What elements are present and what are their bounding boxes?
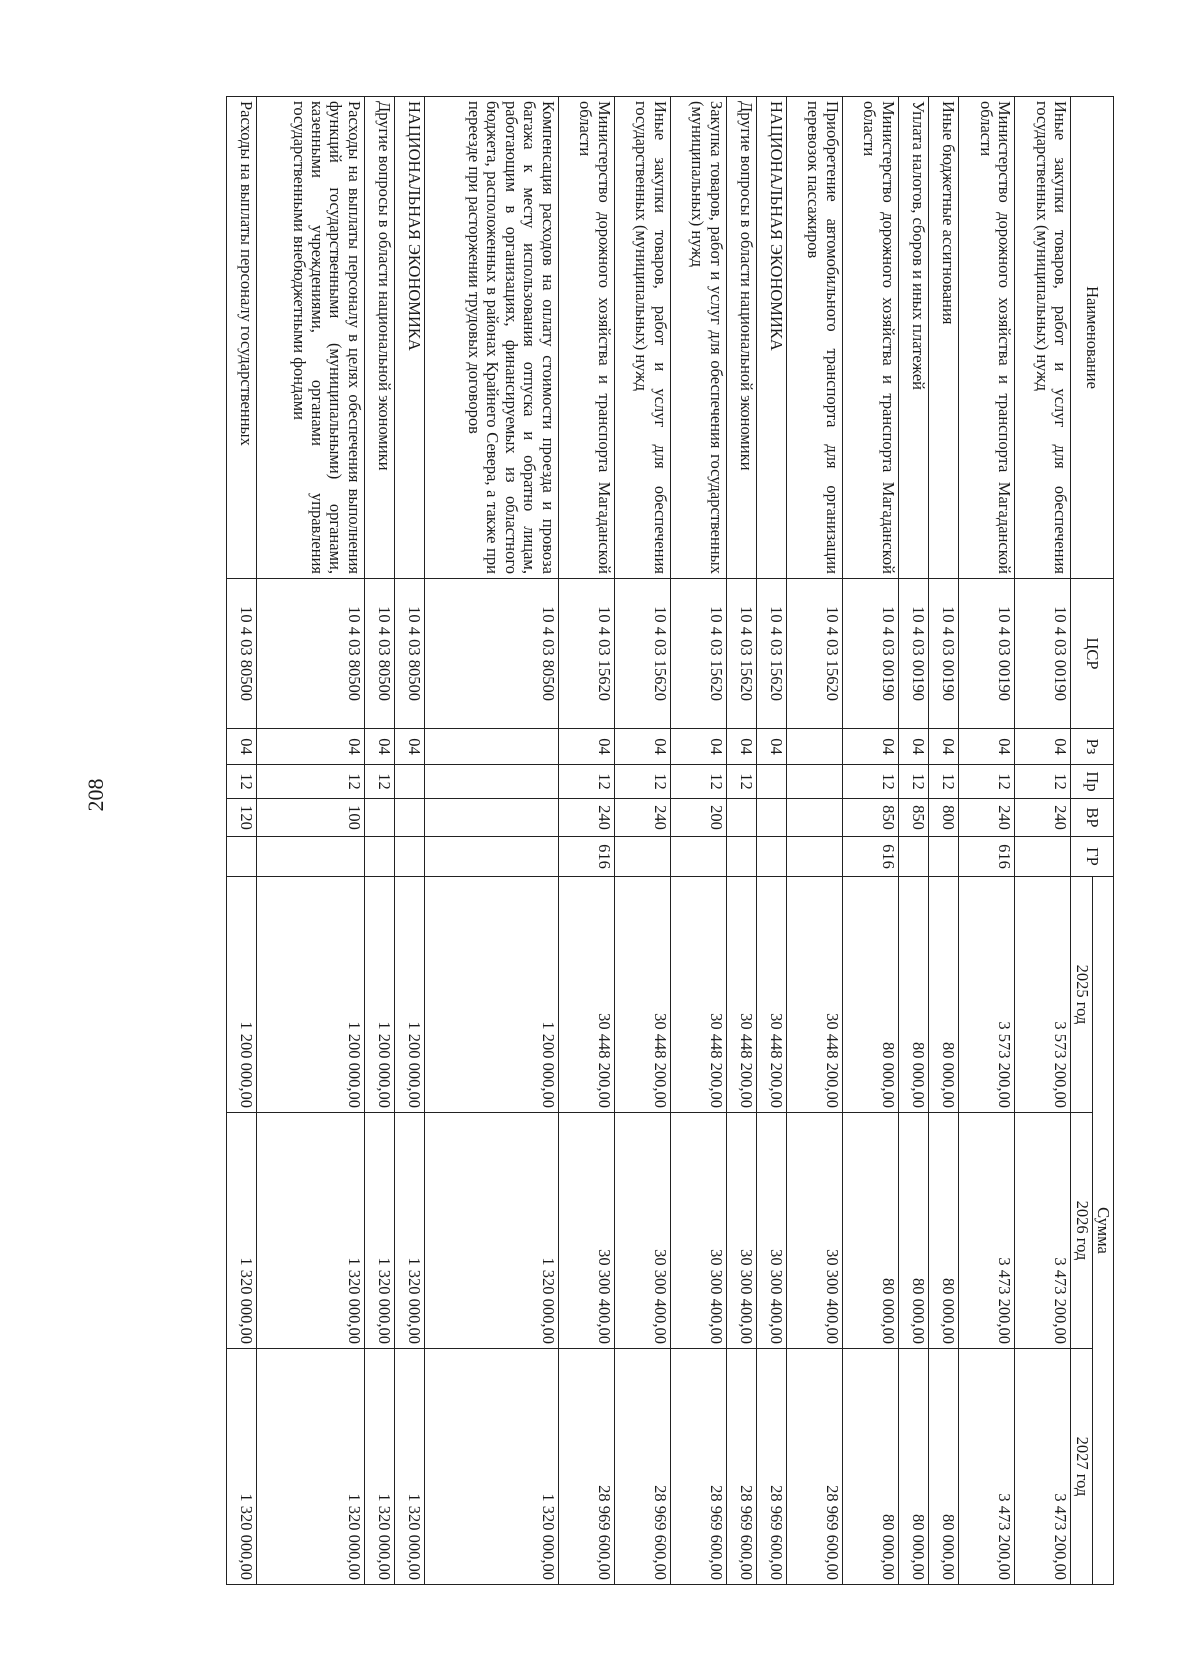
cell-2025: 3 573 200,00 [959,877,1015,1113]
cell-rz: 04 [257,729,365,765]
cell-name: Компенсация расходов на оплату стоимости проезда и провоза багажа к месту использования отпуска и обратно лицам, работающим в организациях, финансируемых из областного бюджета, расположенных в районах Крайнего Севера, а также при переезде при расторжении трудовых договоров [425,97,559,579]
cell-gr: 616 [959,837,1015,877]
cell-2025: 30 448 200,00 [670,877,726,1113]
cell-name: Приобретение автомобильного транспорта для организации перевозок пассажиров [786,97,842,579]
header-pr: Пр [1071,765,1114,799]
cell-2025: 80 000,00 [898,877,928,1113]
cell-gr [898,837,928,877]
cell-rz: 04 [1015,729,1071,765]
cell-2025: 3 573 200,00 [1015,877,1071,1113]
cell-vr: 850 [842,799,898,837]
cell-name: Расходы на выплаты персоналу государственных [227,97,257,579]
cell-rz: 04 [670,729,726,765]
cell-rz: 04 [929,729,959,765]
cell-pr: 12 [227,765,257,799]
cell-vr [726,799,756,837]
cell-2027: 80 000,00 [929,1349,959,1585]
cell-2027: 3 473 200,00 [959,1349,1015,1585]
table-row [395,97,425,1585]
cell-pr: 12 [898,765,928,799]
table-row [558,97,614,1585]
header-csr: ЦСР [1071,579,1114,729]
cell-2026: 1 320 000,00 [395,1113,425,1349]
table-row [726,97,756,1585]
cell-pr: 12 [1015,765,1071,799]
cell-2026: 30 300 400,00 [670,1113,726,1349]
cell-2026: 3 473 200,00 [1015,1113,1071,1349]
cell-pr: 12 [726,765,756,799]
cell-gr [364,837,394,877]
cell-name: НАЦИОНАЛЬНАЯ ЭКОНОМИКА [395,97,425,579]
cell-csr: 10 4 03 15620 [756,579,786,729]
cell-pr [425,765,559,799]
cell-vr: 800 [929,799,959,837]
cell-2026: 30 300 400,00 [614,1113,670,1349]
cell-pr: 12 [257,765,365,799]
cell-2027: 3 473 200,00 [1015,1349,1071,1585]
cell-2027: 1 320 000,00 [227,1349,257,1585]
cell-csr: 10 4 03 80500 [227,579,257,729]
cell-name: Министерство дорожного хозяйства и транспорта Магаданской области [842,97,898,579]
header-year-2027: 2027 год [1071,1349,1092,1585]
cell-2026: 1 320 000,00 [425,1113,559,1349]
table-row [364,97,394,1585]
cell-2027: 1 320 000,00 [395,1349,425,1585]
header-rz: Рз [1071,729,1114,765]
cell-2027: 1 320 000,00 [425,1349,559,1585]
cell-rz: 04 [395,729,425,765]
header-name: Наименование [1071,97,1114,579]
cell-gr [670,837,726,877]
cell-pr: 12 [558,765,614,799]
table-row [614,97,670,1585]
cell-gr [756,837,786,877]
cell-csr: 10 4 03 00190 [898,579,928,729]
cell-vr: 240 [614,799,670,837]
cell-rz: 04 [842,729,898,765]
cell-2027: 28 969 600,00 [756,1349,786,1585]
cell-csr: 10 4 03 15620 [614,579,670,729]
cell-name: Иные бюджетные ассигнования [929,97,959,579]
table-row [959,97,1015,1585]
cell-vr [364,799,394,837]
cell-2027: 80 000,00 [842,1349,898,1585]
cell-rz: 04 [726,729,756,765]
cell-name: Уплата налогов, сборов и иных платежей [898,97,928,579]
header-vr: ВР [1071,799,1114,837]
cell-name: Министерство дорожного хозяйства и транспорта Магаданской области [959,97,1015,579]
cell-csr: 10 4 03 80500 [364,579,394,729]
table-row [929,97,959,1585]
cell-rz: 04 [959,729,1015,765]
table-body [227,97,1071,1585]
table-row [257,97,365,1585]
cell-vr: 100 [257,799,365,837]
rotated-page-content [226,96,1114,1584]
cell-vr [756,799,786,837]
cell-vr: 120 [227,799,257,837]
cell-rz: 04 [614,729,670,765]
cell-2025: 30 448 200,00 [756,877,786,1113]
cell-2025: 1 200 000,00 [425,877,559,1113]
cell-2026: 30 300 400,00 [726,1113,756,1349]
cell-gr [929,837,959,877]
cell-csr: 10 4 03 00190 [959,579,1015,729]
cell-vr: 850 [898,799,928,837]
cell-2027: 80 000,00 [898,1349,928,1585]
cell-name: Иные закупки товаров, работ и услуг для обеспечения государственных (муниципальных) нужд [1015,97,1071,579]
cell-pr [756,765,786,799]
cell-pr: 12 [614,765,670,799]
table-row [670,97,726,1585]
cell-2026: 30 300 400,00 [756,1113,786,1349]
cell-csr: 10 4 03 15620 [786,579,842,729]
cell-vr: 240 [959,799,1015,837]
table-row [842,97,898,1585]
cell-2025: 1 200 000,00 [364,877,394,1113]
cell-gr [726,837,756,877]
cell-2027: 28 969 600,00 [670,1349,726,1585]
cell-name: Другие вопросы в области национальной экономики [726,97,756,579]
cell-pr: 12 [842,765,898,799]
cell-gr [425,837,559,877]
header-sum: Сумма [1092,877,1113,1585]
cell-rz: 04 [364,729,394,765]
table-row [898,97,928,1585]
cell-csr: 10 4 03 80500 [257,579,365,729]
cell-2025: 30 448 200,00 [558,877,614,1113]
cell-2025: 30 448 200,00 [614,877,670,1113]
cell-2027: 28 969 600,00 [558,1349,614,1585]
cell-2026: 80 000,00 [898,1113,928,1349]
cell-2027: 1 320 000,00 [364,1349,394,1585]
cell-2026: 80 000,00 [842,1113,898,1349]
cell-2025: 80 000,00 [842,877,898,1113]
cell-2025: 30 448 200,00 [786,877,842,1113]
cell-pr [395,765,425,799]
cell-pr: 12 [670,765,726,799]
cell-name: НАЦИОНАЛЬНАЯ ЭКОНОМИКА [756,97,786,579]
table-row [786,97,842,1585]
budget-table [226,96,1114,1585]
cell-2027: 28 969 600,00 [726,1349,756,1585]
cell-2025: 30 448 200,00 [726,877,756,1113]
cell-rz: 04 [227,729,257,765]
cell-gr [614,837,670,877]
cell-rz [786,729,842,765]
cell-2025: 1 200 000,00 [257,877,365,1113]
cell-gr [257,837,365,877]
cell-vr [425,799,559,837]
cell-pr: 12 [959,765,1015,799]
cell-pr [786,765,842,799]
cell-csr: 10 4 03 00190 [1015,579,1071,729]
table-row [756,97,786,1585]
cell-rz: 04 [898,729,928,765]
table-row [227,97,257,1585]
cell-2026: 30 300 400,00 [558,1113,614,1349]
cell-csr: 10 4 03 15620 [670,579,726,729]
cell-rz: 04 [558,729,614,765]
cell-csr: 10 4 03 15620 [726,579,756,729]
cell-vr: 240 [1015,799,1071,837]
cell-vr: 200 [670,799,726,837]
cell-gr: 616 [558,837,614,877]
table-row [1015,97,1071,1585]
cell-2026: 1 320 000,00 [257,1113,365,1349]
cell-name: Закупка товаров, работ и услуг для обеспечения государственных (муниципальных) нужд [670,97,726,579]
cell-2026: 30 300 400,00 [786,1113,842,1349]
cell-csr: 10 4 03 00190 [929,579,959,729]
header-year-2025: 2025 год [1071,877,1092,1113]
cell-name: Другие вопросы в области национальной экономики [364,97,394,579]
cell-gr [227,837,257,877]
cell-vr [786,799,842,837]
cell-vr: 240 [558,799,614,837]
cell-2026: 1 320 000,00 [364,1113,394,1349]
cell-name: Иные закупки товаров, работ и услуг для обеспечения государственных (муниципальных) нужд [614,97,670,579]
cell-2025: 1 200 000,00 [227,877,257,1113]
cell-pr: 12 [364,765,394,799]
cell-2025: 80 000,00 [929,877,959,1113]
header-row [1092,97,1113,1585]
cell-gr [1015,837,1071,877]
table-row [425,97,559,1585]
cell-rz: 04 [756,729,786,765]
cell-2025: 1 200 000,00 [395,877,425,1113]
cell-gr [786,837,842,877]
header-gr: ГР [1071,837,1114,877]
cell-rz [425,729,559,765]
cell-gr: 616 [842,837,898,877]
cell-2026: 3 473 200,00 [959,1113,1015,1349]
cell-2026: 1 320 000,00 [227,1113,257,1349]
cell-2027: 28 969 600,00 [786,1349,842,1585]
cell-2027: 28 969 600,00 [614,1349,670,1585]
cell-csr: 10 4 03 80500 [425,579,559,729]
cell-name: Министерство дорожного хозяйства и транспорта Магаданской области [558,97,614,579]
cell-name: Расходы на выплаты персоналу в целях обеспечения выполнения функций государственными (муниципальными) органами, казенными учреждениями, органами управления государственными внебюджетными фондами [257,97,365,579]
cell-2027: 1 320 000,00 [257,1349,365,1585]
cell-csr: 10 4 03 80500 [395,579,425,729]
cell-vr [395,799,425,837]
cell-2026: 80 000,00 [929,1113,959,1349]
page-number: 208 [83,778,108,812]
cell-csr: 10 4 03 15620 [558,579,614,729]
cell-gr [395,837,425,877]
header-year-2026: 2026 год [1071,1113,1092,1349]
cell-pr: 12 [929,765,959,799]
cell-csr: 10 4 03 00190 [842,579,898,729]
